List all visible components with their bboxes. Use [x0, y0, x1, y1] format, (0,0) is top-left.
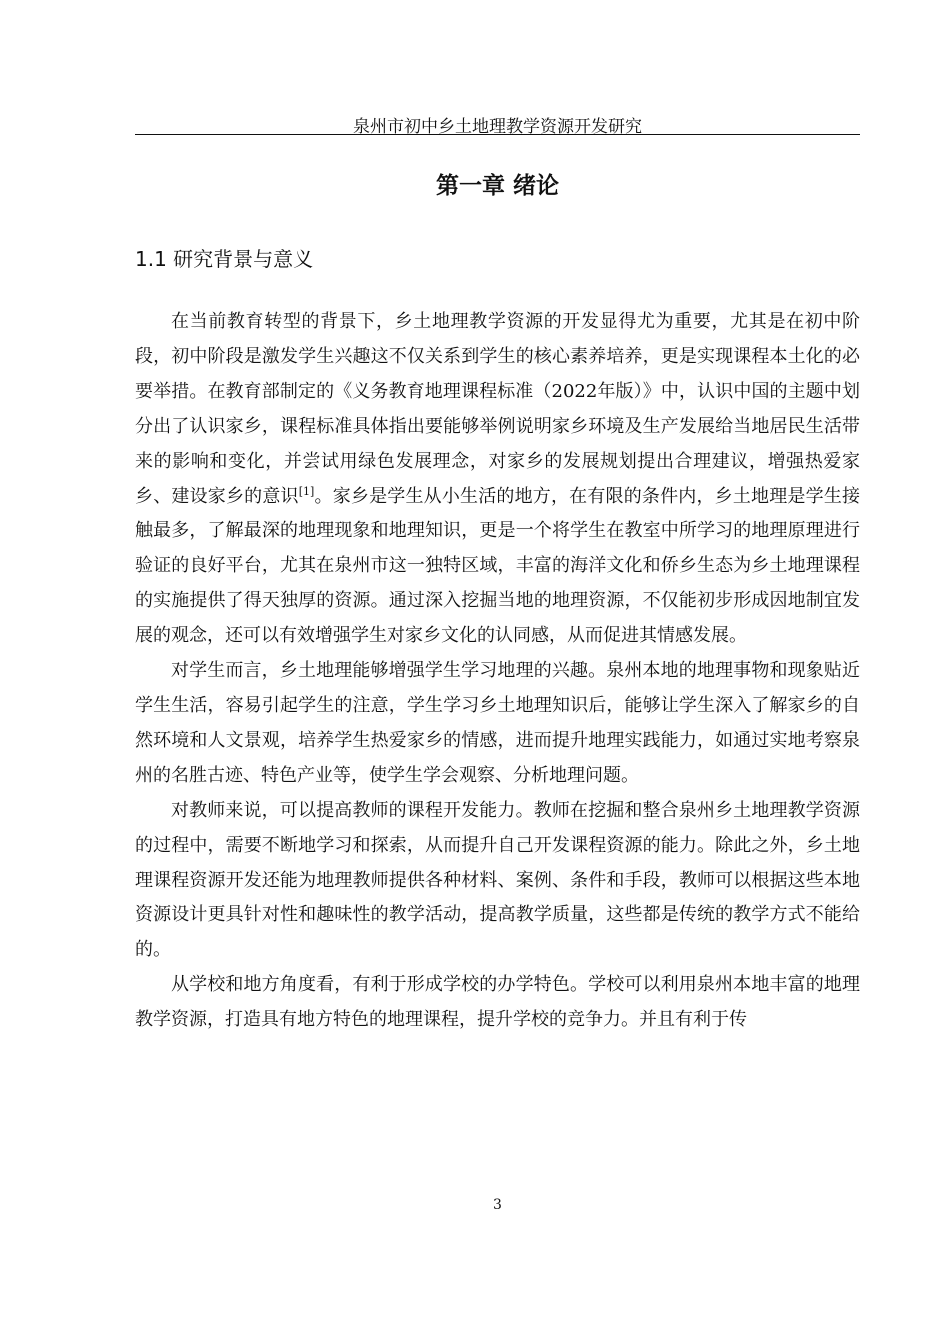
- paragraph-background: [135, 305, 860, 654]
- body-text: [135, 305, 860, 1038]
- running-header: 泉州市初中乡土地理教学资源开发研究: [353, 117, 642, 137]
- header-rule: [135, 134, 860, 135]
- paragraph-text: 在当前教育转型的背景下，乡土地理教学资源的开发显得尤为重要，尤其是在初中阶段，初中阶段是激发学生兴趣这不仅关系到学生的核心素养培养，更是实现课程本土化的必要举措。在教育部制定的《义务教育地理课程标准（2022年版）》中，认识中国的主题中划分出了认识家乡，课程标准具体指出要能够举例说明家乡环境及生产发展给当地居民生活带来的影响和变化，并尝试用绿色发展理念，对家乡的发展规划提出合理建议，增强热爱家乡、建设家乡的意识: [135, 311, 860, 507]
- paragraph-teachers: 对教师来说，可以提高教师的课程开发能力。教师在挖掘和整合泉州乡土地理教学资源的过程中，需要不断地学习和探索，从而提升自己开发课程资源的能力。除此之外，乡土地理课程资源开发还能为地理教师提供各种材料、案例、条件和手段，教师可以根据这些本地资源设计更具针对性和趣味性的教学活动，提高教学质量，这些都是传统的教学方式不能给的。: [135, 799, 860, 961]
- page-number: 3: [493, 1197, 502, 1213]
- paragraph-text: 。家乡是学生从小生活的地方，在有限的条件内，乡土地理是学生接触最多，了解最深的地理现象和地理知识，更是一个将学生在教室中所学习的地理原理进行验证的良好平台，尤其在泉州市这一独特区域，丰富的海洋文化和侨乡生态为乡土地理课程的实施提供了得天独厚的资源。通过深入挖掘当地的地理资源，不仅能初步形成因地制宜发展的观念，还可以有效增强学生对家乡文化的认同感，从而促进其情感发展。: [135, 485, 861, 647]
- paragraph-school: 从学校和地方角度看，有利于形成学校的办学特色。学校可以利用泉州本地丰富的地理教学资源，打造具有地方特色的地理课程，提升学校的竞争力。并且有利于传: [135, 974, 860, 1031]
- paragraph-students: 对学生而言，乡土地理能够增强学生学习地理的兴趣。泉州本地的地理事物和现象贴近学生生活，容易引起学生的注意，学生学习乡土地理知识后，能够让学生深入了解家乡的自然环境和人文景观，培养学生热爱家乡的情感，进而提升地理实践能力，如通过实地考察泉州的名胜古迹、特色产业等，使学生学会观察、分析地理问题。: [135, 660, 860, 786]
- citation-ref: [1]: [298, 484, 315, 498]
- chapter-title: 第一章 绪论: [435, 173, 559, 199]
- section-title: 1.1 研究背景与意义: [135, 247, 314, 271]
